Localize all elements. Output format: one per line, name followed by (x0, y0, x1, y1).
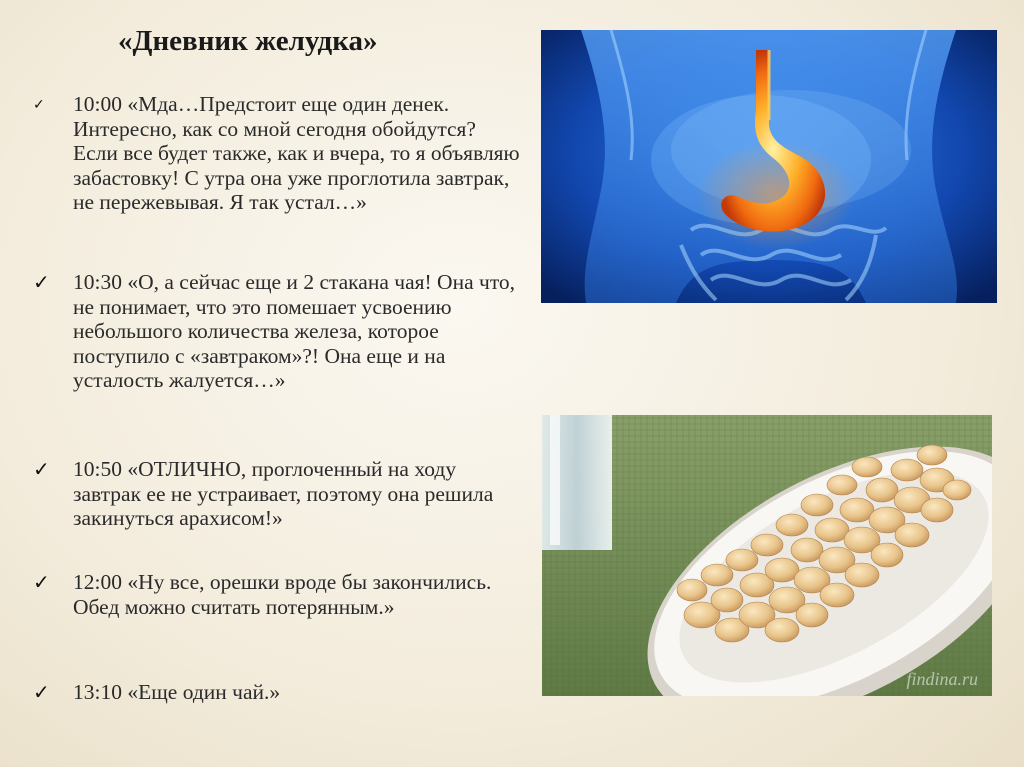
checkmark-icon: ✓ (33, 270, 50, 294)
diary-entry (30, 457, 525, 531)
peanuts-bowl-image (542, 415, 992, 696)
slide-title: «Дневник желудка» (118, 25, 378, 57)
checkmark-icon: ✓ (33, 680, 50, 704)
watermark: findina.ru (906, 669, 978, 689)
checkmark-icon: ✓ (33, 570, 50, 594)
entry-text: 10:30 «О, а сейчас еще и 2 стакана чая! Она что, не понимает, что это помешает усвоению небольшого количества железа, которое поступило с «завтраком»?! Она еще и на усталость жалуется…» (73, 270, 516, 392)
diary-entry (30, 570, 525, 619)
diary-entry (30, 270, 525, 393)
checkmark-icon: ✓ (33, 97, 45, 113)
entry-text: 13:10 «Еще один чай.» (73, 680, 281, 704)
diary-entry (30, 680, 525, 705)
entry-text: 10:00 «Мда…Предстоит еще один денек. Интересно, как со мной сегодня обойдутся? Если все будет также, как и вчера, то я объявляю забастовку! С утра она уже проглотила завтрак, не пережевывая. Я так устал…» (73, 92, 520, 214)
checkmark-icon: ✓ (33, 457, 50, 481)
diary-entry (30, 92, 525, 215)
stomach-anatomy-image (541, 30, 997, 303)
entry-text: 12:00 «Ну все, орешки вроде бы закончились. Обед можно считать потерянным.» (73, 570, 492, 619)
entry-text: 10:50 «ОТЛИЧНО, проглоченный на ходу завтрак ее не устраивает, поэтому она решила закинуться арахисом!» (73, 457, 494, 530)
